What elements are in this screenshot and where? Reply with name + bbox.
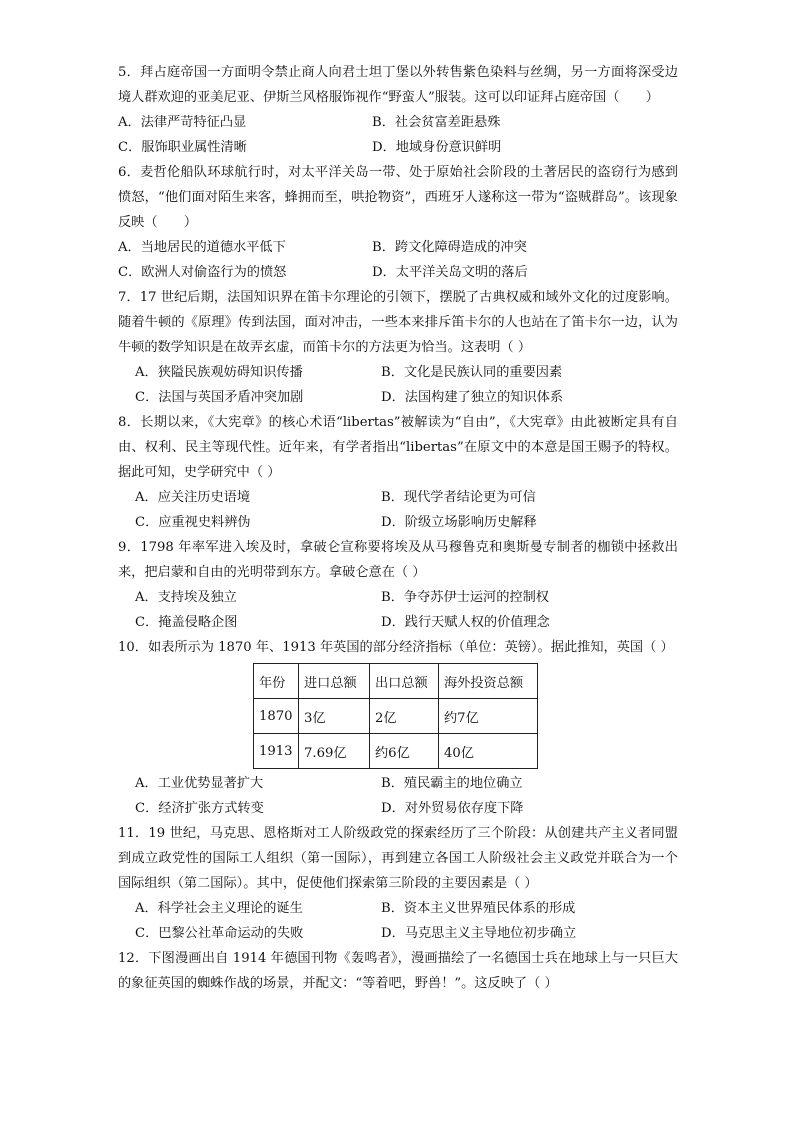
options	[118, 771, 678, 821]
option-a: A．应关注历史语境	[135, 490, 251, 505]
question-5	[118, 60, 678, 160]
table-cell: 2亿	[370, 699, 439, 734]
question-7	[118, 285, 678, 410]
question-stem: 6．麦哲伦船队环球航行时，对太平洋关岛一带、处于原始社会阶段的土著居民的盗窃行为感到愤怒，“他们面对陌生来客，蜂拥而至，哄抢物资”，西班牙人遂称这一带为“盗贼群岛”。该现象反映（ ）	[118, 165, 678, 230]
table-row	[254, 734, 538, 769]
question-6	[118, 160, 678, 285]
option-a: A．狭隘民族观妨碍知识传播	[135, 365, 303, 380]
table-header-cell: 出口总额	[370, 664, 439, 699]
table-header-cell: 年份	[254, 664, 299, 699]
option-d: D．对外贸易依存度下降	[381, 801, 524, 816]
table-cell: 1870	[254, 699, 299, 734]
economic-indicators-table	[253, 663, 538, 769]
option-b: B．社会贫富差距悬殊	[372, 115, 501, 130]
option-a: A．当地居民的道德水平低下	[118, 240, 286, 255]
options	[118, 485, 678, 535]
option-a: A．工业优势显著扩大	[135, 776, 264, 791]
option-c: C．掩盖侵略企图	[135, 615, 238, 630]
table-cell: 3亿	[299, 699, 370, 734]
question-9	[118, 535, 678, 635]
option-b: B．争夺苏伊士运河的控制权	[381, 590, 549, 605]
option-b: B．文化是民族认同的重要因素	[381, 365, 563, 380]
options	[118, 110, 678, 160]
option-c: C．法国与英国矛盾冲突加剧	[135, 390, 304, 405]
question-8	[118, 410, 678, 535]
options	[118, 235, 678, 285]
option-a: A．科学社会主义理论的诞生	[135, 901, 303, 916]
question-stem: 7．17 世纪后期，法国知识界在笛卡尔理论的引领下，摆脱了古典权威和域外文化的过度影响。随着牛顿的《原理》传到法国，面对冲击，一些本来排斥笛卡尔的人也站在了笛卡尔一边，认为牛顿的数学知识是在故弄玄虚，而笛卡尔的方法更为恰当。这表明（ ）	[118, 290, 678, 355]
option-c: C．经济扩张方式转变	[135, 801, 264, 816]
options	[118, 585, 678, 635]
options	[118, 360, 678, 410]
table-cell: 约6亿	[370, 734, 439, 769]
question-10	[118, 635, 678, 821]
question-11	[118, 821, 678, 946]
option-c: C．巴黎公社革命运动的失败	[135, 926, 304, 941]
question-stem: 10．如表所示为 1870 年、1913 年英国的部分经济指标（单位：英镑）。据此推知，英国（ ）	[118, 640, 674, 655]
table-header-cell: 进口总额	[299, 664, 370, 699]
option-b: B．现代学者结论更为可信	[381, 490, 536, 505]
option-d: D．阶级立场影响历史解释	[381, 515, 537, 530]
table-header-cell: 海外投资总额	[439, 664, 538, 699]
option-d: D．法国构建了独立的知识体系	[381, 390, 564, 405]
option-a: A．法律严苛特征凸显	[118, 115, 247, 130]
option-d: D．太平洋关岛文明的落后	[372, 265, 528, 280]
option-d: D．地域身份意识鲜明	[372, 140, 502, 155]
option-c: C．欧洲人对偷盗行为的愤怒	[118, 265, 287, 280]
exam-page	[118, 60, 678, 996]
question-stem: 11．19 世纪，马克思、恩格斯对工人阶级政党的探索经历了三个阶段：从创建共产主义者同盟到成立政党性的国际工人组织（第一国际），再到建立各国工人阶级社会主义政党并联合为一个国际组织（第二国际）。其中，促使他们探索第三阶段的主要因素是（ ）	[118, 826, 678, 891]
option-b: B．资本主义世界殖民体系的形成	[381, 901, 576, 916]
option-a: A．支持埃及独立	[135, 590, 237, 605]
table-cell: 7.69亿	[299, 734, 370, 769]
option-b: B．殖民霸主的地位确立	[381, 776, 523, 791]
table-cell: 1913	[254, 734, 299, 769]
table-cell: 40亿	[439, 734, 538, 769]
options	[118, 896, 678, 946]
table-cell: 约7亿	[439, 699, 538, 734]
question-12	[118, 946, 678, 996]
table-header-row	[254, 664, 538, 699]
question-stem: 12．下图漫画出自 1914 年德国刊物《轰鸣者》，漫画描绘了一名德国士兵在地球上与一只巨大的象征英国的蜘蛛作战的场景，并配文：“等着吧，野兽！”。这反映了（ ）	[118, 951, 678, 991]
option-b: B．跨文化障碍造成的冲突	[372, 240, 527, 255]
table-row	[254, 699, 538, 734]
question-stem: 5．拜占庭帝国一方面明令禁止商人向君士坦丁堡以外转售紫色染料与丝绸，另一方面将深受边境人群欢迎的亚美尼亚、伊斯兰风格服饰视作“野蛮人”服装。这可以印证拜占庭帝国（ ）	[118, 65, 678, 105]
question-stem: 8．长期以来，《大宪章》的核心术语“libertas”被解读为“自由”，《大宪章》由此被断定具有自由、权利、民主等现代性。近年来，有学者指出“libertas”在原文中的本意是国王赐予的特权。据此可知，史学研究中（ ）	[118, 415, 678, 480]
question-stem: 9．1798 年率军进入埃及时，拿破仑宣称要将埃及从马穆鲁克和奥斯曼专制者的枷锁中拯救出来，把启蒙和自由的光明带到东方。拿破仑意在（ ）	[118, 540, 678, 580]
option-c: C．服饰职业属性清晰	[118, 140, 247, 155]
option-d: D．践行天赋人权的价值理念	[381, 615, 550, 630]
option-c: C．应重视史料辨伪	[135, 515, 251, 530]
option-d: D．马克思主义主导地位初步确立	[381, 926, 577, 941]
